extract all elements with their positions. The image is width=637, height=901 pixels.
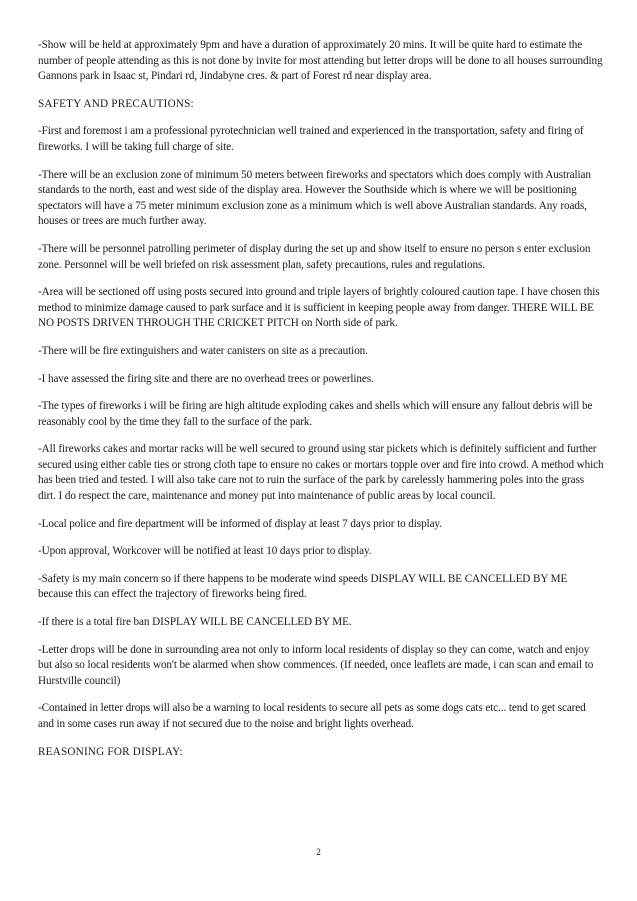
paragraph-area-sectioned-off: -Area will be sectioned off using posts secured into ground and triple layers of brightly coloured caution tape. I have chosen this method to minimize damage caused to park surface and it is sufficient in keeping people away from danger. THERE WILL BE NO POSTS DRIVEN THROUGH THE CRICKET PITCH on North side of park.: [38, 286, 600, 330]
document-body: [38, 38, 604, 772]
paragraph-wind-speeds: -Safety is my main concern so if there happens to be moderate wind speeds DISPLAY WILL BE CANCELLED BY ME because this can effect the trajectory of fireworks being fired.: [38, 572, 568, 601]
paragraph-secured-to-ground: -All fireworks cakes and mortar racks will be well secured to ground using star pickets which is definitely sufficient and further secured using either cable ties or strong cloth tape to ensure no cakes or mortars topple over and fire into crowd. A method which has been tried and tested. I will also take care not to ruin the surface of the park by carelessly hammering poles into the grass dirt. I do respect the care, maintenance and money put into maintenance of public areas by local council.: [38, 443, 604, 503]
paragraph-letter-drops: -Letter drops will be done in surrounding area not only to inform local residents of display so they can come, watch and enjoy but also so local residents won't be alarmed when show commences. (If needed, once leaflets are made, i can scan and email to Hurstville council): [38, 643, 594, 687]
paragraph-pets-warning: -Contained in letter drops will also be a warning to local residents to secure all pets as some dogs cats etc... tend to get scared and in some cases run away if not secured due to the noise and bright lights overhead.: [38, 702, 586, 730]
paragraph-workcover-notified: -Upon approval, Workcover will be notified at least 10 days prior to display.: [38, 545, 372, 558]
paragraph-show-details: -Show will be held at approximately 9pm and have a duration of approximately 20 mins. It will be quite hard to estimate the number of people attending as this is not done by invite for most attending but letter drops will be done to all houses surrounding Gannons park in Isaac st, Pindari rd, Jindabyne cres. & part of Forest rd near display area.: [38, 39, 603, 83]
heading-reasoning-for-display: REASONING FOR DISPLAY:: [38, 745, 183, 758]
page-number: 2: [316, 848, 321, 858]
paragraph-police-and-fire-informed: -Local police and fire department will be informed of display at least 7 days prior to display.: [38, 517, 442, 530]
paragraph-types-of-fireworks: -The types of fireworks i will be firing are high altitude exploding cakes and shells which will ensure any fallout debris will be reasonably cool by the time they fall to the surface of the park.: [38, 400, 593, 428]
paragraph-fire-extinguishers: -There will be fire extinguishers and water canisters on site as a precaution.: [38, 344, 368, 357]
paragraph-fire-ban: -If there is a total fire ban DISPLAY WILL BE CANCELLED BY ME.: [38, 616, 352, 629]
paragraph-exclusion-zone: -There will be an exclusion zone of minimum 50 meters between fireworks and spectators which does comply with Australian standards to the north, east and west side of the display area. However the Southside which is where we will be positioning spectators will have a 75 meter minimum exclusion zone as a minimum which is well above Australian standards. Any roads, houses or trees are much further away.: [38, 168, 591, 228]
paragraph-personnel-patrolling: -There will be personnel patrolling perimeter of display during the set up and show itself to ensure no person s enter exclusion zone. Personnel will be well briefed on risk assessment plan, safety precautions, rules and regulations.: [38, 242, 591, 271]
paragraph-firing-site-assessed: -I have assessed the firing site and there are no overhead trees or powerlines.: [38, 372, 374, 385]
heading-safety-and-precautions: SAFETY AND PRECAUTIONS:: [38, 97, 194, 110]
paragraph-professional-pyrotechnician: -First and foremost i am a professional pyrotechnician well trained and experienced in the transportation, safety and firing of fireworks. I will be taking full charge of site.: [38, 125, 584, 153]
